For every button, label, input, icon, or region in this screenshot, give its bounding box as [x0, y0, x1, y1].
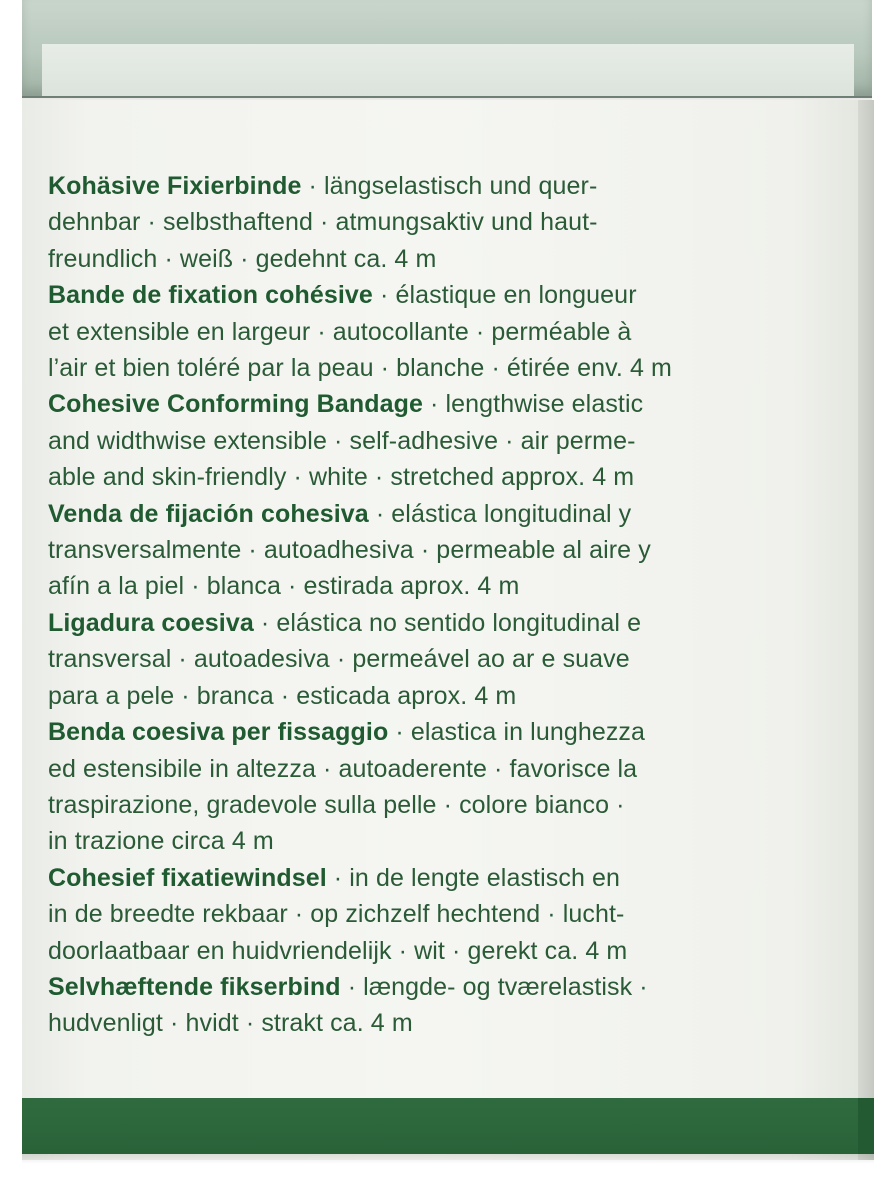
- entry-text: and widthwise extensible · self-adhesive · air perme-: [48, 426, 636, 455]
- entry-german: [48, 168, 848, 277]
- entry-text: · in de lengte elastisch en: [326, 863, 621, 892]
- entry-title: Benda coesiva per fissaggio: [48, 718, 389, 747]
- entry-title: Venda de fijación cohesiva: [48, 499, 369, 528]
- entry-text: l’air et bien toléré par la peau · blanche · étirée env. 4 m: [48, 354, 672, 383]
- entry-text: · længde- og tværelastisk ·: [340, 972, 648, 1001]
- entry-portuguese: [48, 605, 848, 714]
- entry-text: hudvenligt · hvidt · strakt ca. 4 m: [48, 1009, 413, 1038]
- entry-text: ed estensibile in altezza · autoaderente · favorisce la: [48, 754, 638, 783]
- box-bottom-shadow: [22, 1154, 874, 1164]
- entry-text: para a pele · branca · esticada aprox. 4 m: [48, 681, 517, 710]
- entry-text: in trazione circa 4 m: [48, 827, 274, 856]
- entry-danish: [48, 969, 848, 1042]
- entry-text: transversalmente · autoadhesiva · permeable al aire y: [48, 536, 651, 565]
- entry-line: [48, 496, 848, 532]
- entry-text: doorlaatbaar en huidvriendelijk · wit · gerekt ca. 4 m: [48, 936, 628, 965]
- entry-text: et extensible en largeur · autocollante · perméable à: [48, 317, 632, 346]
- entry-italian: [48, 714, 848, 860]
- entry-title: Bande de fixation cohésive: [48, 281, 373, 310]
- multilingual-description: [48, 168, 848, 1042]
- entry-text: · élastique en longueur: [372, 281, 637, 310]
- entry-text: able and skin-friendly · white · stretched approx. 4 m: [48, 463, 635, 492]
- entry-text: in de breedte rekbaar · op zichzelf hechtend · lucht-: [48, 900, 625, 929]
- entry-title: Ligadura coesiva: [48, 608, 254, 637]
- entry-english: [48, 386, 848, 495]
- entry-text: · längselastisch und quer-: [301, 172, 598, 200]
- entry-text: afín a la piel · blanca · estirada aprox. 4 m: [48, 572, 520, 601]
- entry-line: [48, 714, 848, 750]
- entry-line: [48, 168, 848, 204]
- entry-text: · lengthwise elastic: [422, 390, 644, 419]
- entry-line: [48, 860, 848, 896]
- entry-line: [48, 386, 848, 422]
- entry-spanish: [48, 496, 848, 605]
- entry-text: traspirazione, gradevole sulla pelle · colore bianco ·: [48, 790, 625, 819]
- entry-title: Kohäsive Fixierbinde: [48, 172, 302, 200]
- entry-text: · elástica longitudinal y: [368, 499, 632, 528]
- entry-text: · elastica in lunghezza: [388, 718, 646, 747]
- entry-text: dehnbar · selbsthaftend · atmungsaktiv und haut-: [48, 208, 598, 237]
- entry-text: transversal · autoadesiva · permeável ao ar e suave: [48, 645, 630, 674]
- entry-dutch: [48, 860, 848, 969]
- entry-text: · elástica no sentido longitudinal e: [253, 608, 642, 637]
- entry-title: Selvhæftende fikserbind: [48, 972, 341, 1001]
- box-top-flap-inner: [42, 44, 854, 96]
- entry-french: [48, 277, 848, 386]
- entry-title: Cohesief fixatiewindsel: [48, 863, 327, 892]
- entry-text: freundlich · weiß · gedehnt ca. 4 m: [48, 244, 437, 273]
- box-green-band-edge: [858, 1098, 874, 1154]
- entry-title: Cohesive Conforming Bandage: [48, 390, 423, 419]
- entry-line: [48, 969, 848, 1005]
- entry-line: [48, 277, 848, 313]
- box-right-edge: [858, 100, 874, 1160]
- entry-line: [48, 605, 848, 641]
- box-green-band: [22, 1098, 858, 1154]
